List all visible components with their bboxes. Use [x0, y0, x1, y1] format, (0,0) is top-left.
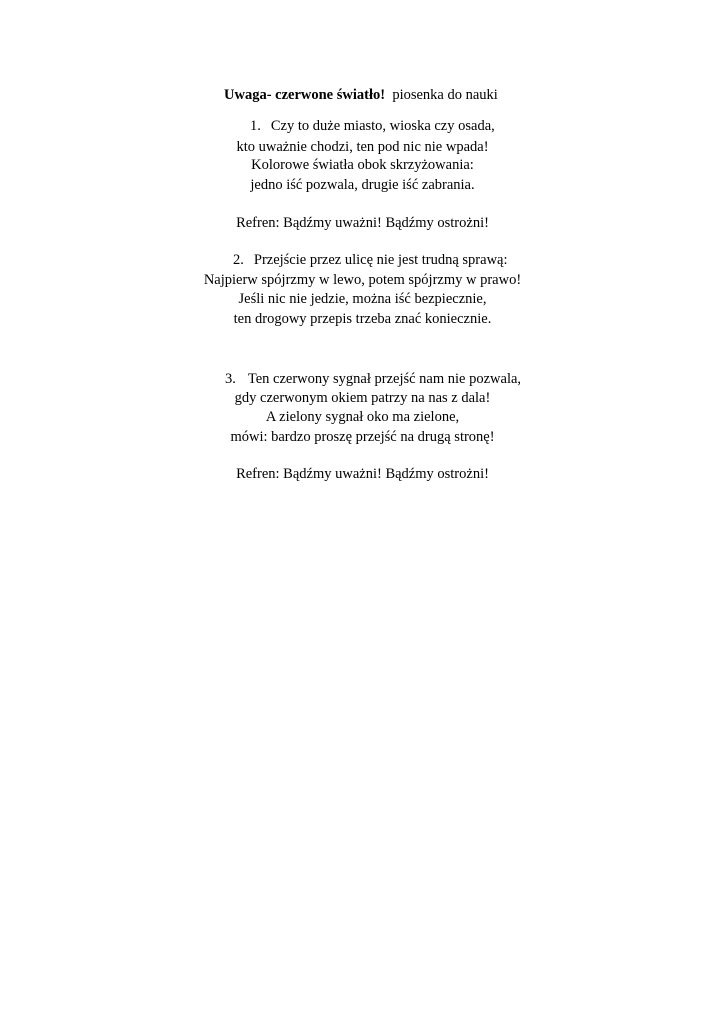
verse2-line1 [233, 251, 508, 269]
verse3-line2: gdy czerwonym okiem patrzy na nas z dala! [234, 390, 491, 406]
verse2-line1-text: Przejście przez ulicę nie jest trudną sprawą: [253, 252, 508, 268]
verse1-line3: Kolorowe światła obok skrzyżowania: [251, 157, 474, 173]
verse2-number: 2. [233, 252, 244, 268]
refrain1: Refren: Bądźmy uważni! Bądźmy ostrożni! [236, 215, 489, 231]
title-bold: Uwaga- czerwone światło! [224, 87, 386, 103]
verse3-line1-text: Ten czerwony sygnał przejść nam nie pozwala, [247, 371, 522, 387]
verse1-line2: kto uważnie chodzi, ten pod nic nie wpada! [236, 139, 489, 155]
verse3-line3: A zielony sygnał oko ma zielone, [265, 409, 460, 425]
refrain2: Refren: Bądźmy uważni! Bądźmy ostrożni! [236, 466, 489, 482]
verse3-line1 [225, 370, 521, 388]
verse1-line1-text: Czy to duże miasto, wioska czy osada, [270, 118, 495, 134]
verse2-line2: Najpierw spójrzmy w lewo, potem spójrzmy w prawo! [203, 272, 522, 288]
title-subtitle: piosenka do nauki [392, 87, 498, 103]
verse3-number: 3. [225, 371, 236, 387]
verse3-line4: mówi: bardzo proszę przejść na drugą stronę! [230, 429, 495, 445]
verse2-line3: Jeśli nic nie jedzie, można iść bezpiecznie, [238, 291, 487, 307]
verse1-line1 [250, 117, 495, 135]
verse1-number: 1. [250, 118, 261, 134]
verse2-line4: ten drogowy przepis trzeba znać koniecznie. [233, 311, 492, 327]
verse1-line4: jedno iść pozwala, drugie iść zabrania. [250, 177, 475, 193]
song-title [224, 86, 498, 104]
